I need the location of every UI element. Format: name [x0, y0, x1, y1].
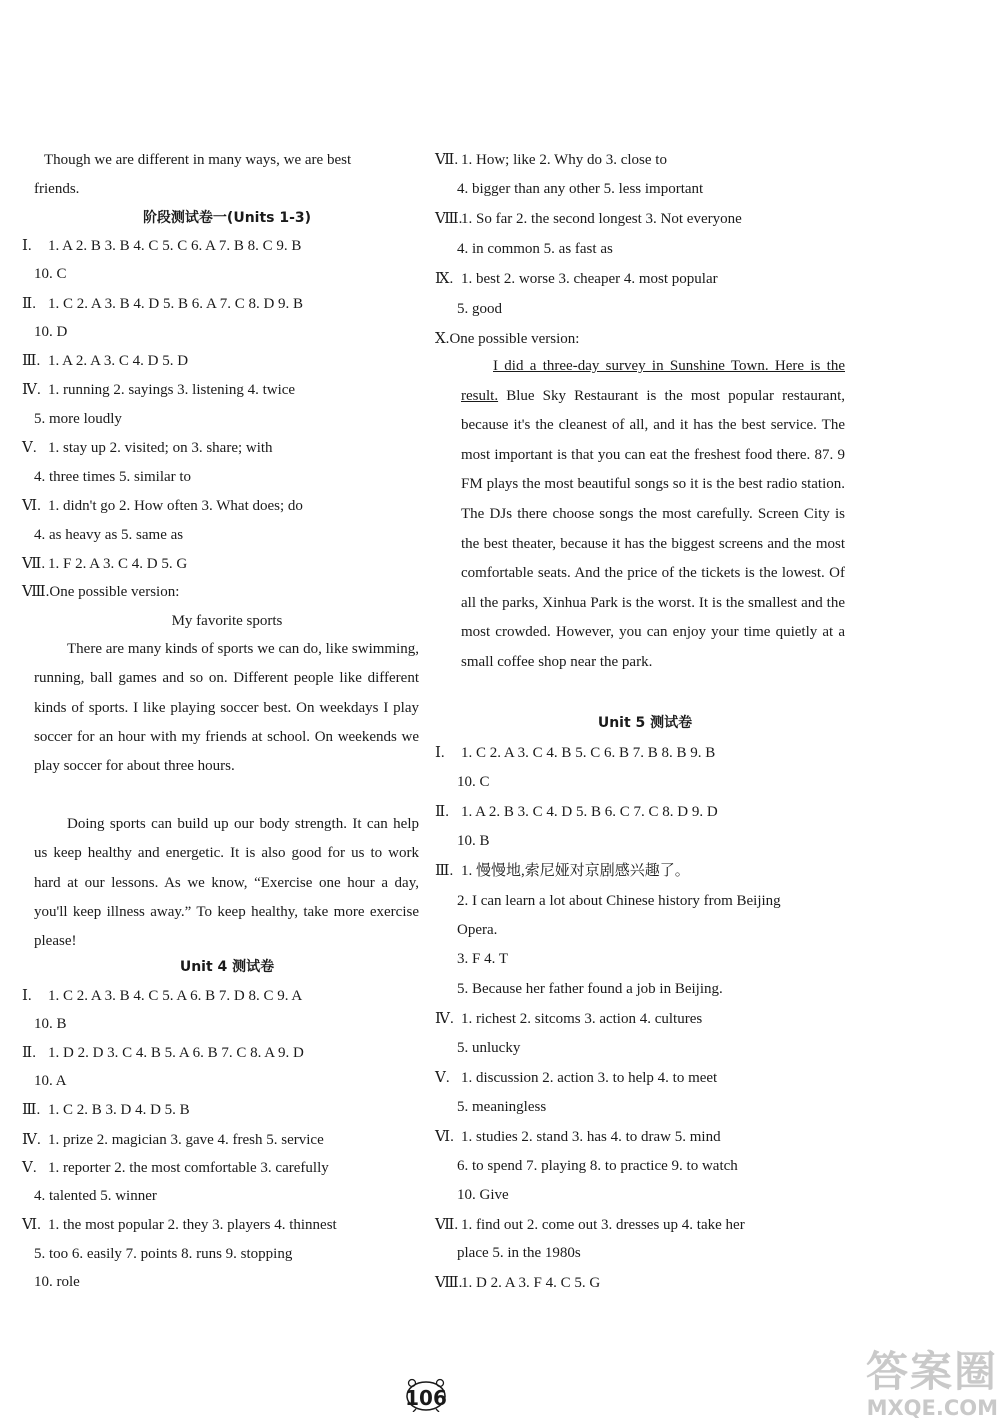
roman-numeral: Ⅴ.: [435, 1070, 450, 1086]
answer-text: 1. F 2. A 3. C 4. D 5. G: [48, 556, 188, 572]
answer-row-cont: 2. I can learn a lot about Chinese history from Beijing: [457, 893, 781, 909]
answer-text: 1. A 2. A 3. C 4. D 5. D: [48, 353, 189, 369]
answer-row-cont: 5. too 6. easily 7. points 8. runs 9. stopping: [34, 1246, 293, 1262]
answer-text: 1. C 2. A 3. C 4. B 5. C 6. B 7. B 8. B 9. B: [461, 745, 716, 761]
answer-text: 1. reporter 2. the most comfortable 3. carefully: [48, 1160, 329, 1176]
essay-paragraph-2: Doing sports can build up our body strength. It can help us keep healthy and energetic. It is also good for us to work hard at our lessons. As we know, “Exercise one hour a day, you'll keep illness away.” To keep healthy, take more exercise please!: [34, 816, 419, 950]
answer-text: 1. stay up 2. visited; on 3. share; with: [48, 440, 273, 456]
section-title-unit5: Unit 5 测试卷: [597, 715, 693, 731]
answer-row-cont: 10. Give: [457, 1187, 509, 1203]
answer-row-cont: 6. to spend 7. playing 8. to practice 9. to watch: [457, 1158, 738, 1174]
answer-text: 1. C 2. A 3. B 4. C 5. A 6. B 7. D 8. C 9. A: [48, 988, 303, 1004]
answer-row-cont: 5. meaningless: [457, 1099, 547, 1115]
roman-numeral: Ⅲ.: [22, 1102, 41, 1118]
answer-row: [435, 150, 667, 170]
roman-numeral: Ⅵ.: [435, 1129, 454, 1145]
answer-row-cont: 4. three times 5. similar to: [34, 469, 192, 485]
answer-row-cont: 4. in common 5. as fast as: [457, 241, 613, 257]
answer-row: [435, 269, 718, 289]
left-column: [22, 0, 432, 1427]
roman-numeral: Ⅴ.: [22, 1160, 37, 1176]
answer-row-cont: 10. C: [34, 266, 67, 282]
survey-body: Blue Sky Restaurant is the most popular restaurant, because it's the cleanest of all, and it has the best service. The most important is that you can eat the freshest food there. 87. 9 FM plays the most beautiful songs so it is the best radio station. The DJs there choose songs the most carefully. Screen City is the best theater, because it has the biggest screens and the most comfortable seats. And the price of the tickets is the lowest. Of all the parks, Xinhua Park is the worst. It is the smallest and the most crowded. However, you can enjoy your time quietly at a small coffee shop near the park.: [461, 387, 845, 670]
answer-text: 1. find out 2. come out 3. dresses up 4. take her: [461, 1217, 745, 1233]
roman-numeral: Ⅴ.: [22, 440, 37, 456]
answer-row: [435, 1009, 702, 1029]
answer-row-cont: 10. C: [457, 774, 490, 790]
survey-essay: [461, 352, 845, 678]
roman-numeral: Ⅰ.: [22, 988, 32, 1004]
answer-row: [22, 554, 187, 574]
page-number-text: 106: [405, 1386, 447, 1410]
roman-numeral: Ⅳ.: [22, 382, 41, 398]
answer-text: 1. richest 2. sitcoms 3. action 4. cultures: [461, 1011, 703, 1027]
roman-numeral: Ⅲ.: [435, 863, 454, 879]
roman-numeral: Ⅲ.: [22, 353, 41, 369]
answer-row: [22, 986, 302, 1006]
answer-row-cont: 3. F 4. T: [457, 951, 508, 967]
answer-row: [22, 380, 295, 400]
answer-row-cont: 5. good: [457, 301, 502, 317]
roman-numeral: Ⅱ.: [22, 296, 36, 312]
answer-text: 1. studies 2. stand 3. has 4. to draw 5. mind: [461, 1129, 721, 1145]
answer-row-cont: place 5. in the 1980s: [457, 1245, 581, 1261]
answer-row-cont: 4. talented 5. winner: [34, 1188, 157, 1204]
roman-numeral: Ⅳ.: [435, 1011, 454, 1027]
answer-row-cont: 10. D: [34, 324, 68, 340]
answer-row: [435, 861, 690, 881]
answer-text: 1. So far 2. the second longest 3. Not everyone: [461, 211, 742, 227]
answer-text: 1. best 2. worse 3. cheaper 4. most popular: [461, 271, 718, 287]
answer-row: [435, 329, 579, 349]
answer-row: [435, 209, 742, 229]
answer-row-cont: 10. A: [34, 1073, 67, 1089]
answer-row-cont: 5. Because her father found a job in Beijing.: [457, 981, 723, 997]
intro-line-2: friends.: [34, 181, 80, 197]
roman-numeral: Ⅸ.: [435, 271, 454, 287]
answer-row: [435, 1068, 717, 1088]
answer-row: [435, 1127, 721, 1147]
essay-paragraph-1: There are many kinds of sports we can do, like swimming, running, ball games and so on. Different people like different kinds of sports. I like playing soccer best. On weekdays I play soccer for an hour with my friends at school. On weekends we play soccer for about three hours.: [34, 641, 419, 775]
roman-numeral: Ⅱ.: [435, 804, 449, 820]
answer-row-cont: 10. B: [34, 1016, 67, 1032]
watermark-url-text: MXQE.COM: [866, 1396, 998, 1420]
answer-row-cont: 4. bigger than any other 5. less important: [457, 181, 704, 197]
answer-row: [435, 1215, 745, 1235]
answer-row: [435, 743, 715, 763]
survey-underlined-sentence: I did a three-day survey in Sunshine Town. Here is the result.: [461, 358, 845, 404]
answer-row: [22, 294, 303, 314]
watermark-top-text: 答案圈: [865, 1347, 998, 1396]
answer-row-cont: Opera.: [457, 922, 498, 938]
answer-row: [22, 496, 303, 516]
answer-text: 1. D 2. A 3. F 4. C 5. G: [461, 1275, 601, 1291]
answer-text: 1. A 2. B 3. C 4. D 5. B 6. C 7. C 8. D 9. D: [461, 804, 718, 820]
answer-row: [22, 1043, 304, 1063]
answer-text: 1. C 2. A 3. B 4. D 5. B 6. A 7. C 8. D 9. B: [48, 296, 304, 312]
right-column: [435, 0, 855, 1427]
roman-numeral: Ⅱ.: [22, 1045, 36, 1061]
answer-text: 1. the most popular 2. they 3. players 4. thinnest: [48, 1217, 337, 1233]
answer-row: [22, 1215, 337, 1235]
roman-numeral: Ⅵ.: [22, 1217, 41, 1233]
answer-row-cont: 10. B: [457, 833, 490, 849]
section-title-stage-test: 阶段测试卷一(Units 1-3): [142, 210, 312, 226]
roman-numeral: Ⅰ.: [22, 238, 32, 254]
page-number: [404, 1378, 448, 1412]
answer-text: 1. C 2. B 3. D 4. D 5. B: [48, 1102, 190, 1118]
essay-title: My favorite sports: [171, 613, 283, 629]
roman-numeral: Ⅳ.: [22, 1132, 41, 1148]
roman-numeral: Ⅶ.: [435, 152, 459, 168]
roman-numeral: Ⅶ.: [22, 556, 46, 572]
intro-line-1: Though we are different in many ways, we are best: [44, 152, 352, 168]
answer-text: 1. 慢慢地,索尼娅对京剧感兴趣了。: [461, 863, 690, 879]
roman-numeral: Ⅵ.: [22, 498, 41, 514]
answer-row-cont: 4. as heavy as 5. same as: [34, 527, 184, 543]
answer-text: 1. D 2. D 3. C 4. B 5. A 6. B 7. C 8. A 9. D: [48, 1045, 304, 1061]
answer-row: [22, 351, 188, 371]
section-title-unit4: Unit 4 测试卷: [179, 959, 275, 975]
answer-text: 1. didn't go 2. How often 3. What does; do: [48, 498, 303, 514]
answer-row: [22, 582, 179, 602]
watermark-logo: [838, 1348, 998, 1424]
roman-numeral: Ⅷ.: [22, 584, 50, 600]
answer-text: One possible version:: [49, 584, 180, 600]
roman-numeral: Ⅷ.: [435, 211, 463, 227]
answer-row: [22, 1158, 329, 1178]
answer-text: 1. A 2. B 3. B 4. C 5. C 6. A 7. B 8. C 9. B: [48, 238, 302, 254]
answer-text: One possible version:: [449, 331, 580, 347]
roman-numeral: Ⅹ.: [435, 331, 450, 347]
roman-numeral: Ⅷ.: [435, 1275, 463, 1291]
roman-numeral: Ⅰ.: [435, 745, 445, 761]
answer-row-cont: 5. more loudly: [34, 411, 122, 427]
answer-row: [22, 1130, 324, 1150]
answer-row-cont: 10. role: [34, 1274, 80, 1290]
answer-text: 1. prize 2. magician 3. gave 4. fresh 5. service: [48, 1132, 324, 1148]
answer-row: [435, 802, 718, 822]
answer-row: [22, 438, 273, 458]
answer-row-cont: 5. unlucky: [457, 1040, 521, 1056]
answer-text: 1. discussion 2. action 3. to help 4. to meet: [461, 1070, 718, 1086]
answer-row: [22, 236, 301, 256]
roman-numeral: Ⅶ.: [435, 1217, 459, 1233]
answer-row: [435, 1273, 600, 1293]
answer-text: 1. running 2. sayings 3. listening 4. twice: [48, 382, 296, 398]
answer-row: [22, 1100, 190, 1120]
answer-text: 1. How; like 2. Why do 3. close to: [461, 152, 667, 168]
